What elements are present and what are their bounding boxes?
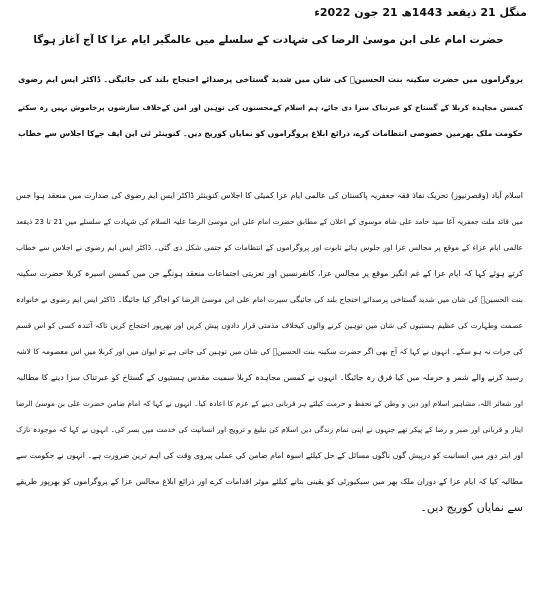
- subheading: حکومت ملک بھرمیں خصوصی انتظامات کرے، ذرائع ابلاغ پروگراموں کو نمایاں کوریج دیں۔ کنوینئر ٹی این ایف جےکا اجلاس سے خطاب: [18, 129, 523, 138]
- body-line: کرتے ہوئے کہا کہ ایام عزا کے غم انگیز موقع پر مجالس عزا، کانفرنسیں اور تعزیتی اجتماعات منعقد ہونگے جن میں کمسن اسیرہ کربلا حضرت سکینہ: [16, 269, 523, 278]
- subheading: پروگراموں میں حضرت سکینہ بنت الحسینؑ کی شان میں شدید گستاخی پرصدائے احتجاج بلند کی جائیگی۔ ڈاکٹر ایس ایم رضوی: [18, 75, 523, 84]
- body-line: کی جرات نہ ہو سکے۔ انہوں نے کہا کہ آج بھی اگر حضرت سکینہ بنت الحسینؑ کی شان میں توہین کی جاتی ہے تو ایوان میں اور کربلا میں اس معصومہ کا لاشہ: [16, 347, 523, 356]
- subheading: کمسن مجاہدہ کربلا کے گستاخ کو عبرتناک سزا دی جائے، ہم اسلام کےمحسنوں کی توہین اور امن کےخلاف سازشوں پرخاموش نہیں رہ سکتے: [18, 103, 523, 112]
- body-line: مطالبہ کیا کہ ایام عزا کے دوران ملک بھر میں سیکیورٹی کو یقینی بنانے کیلئے موثر اقدامات کرے اور ذرائع ابلاغ مجالس عزا کے پروگراموں کو بھرپور طریقے: [16, 477, 523, 486]
- body-line: عالمی ایام عزاء کے موقع پر مجالس عزا اور جلوس ہائے تابوت اور پروگراموں کے انتظامات کو حتمی شکل دی گئی۔ ڈاکٹر ایس ایم رضوی نے اجلاس سے خطاب: [16, 243, 523, 252]
- body-line: اور شعائر اللہ، مشاہیر اسلام اور دین و وطن کے تحفظ و حرمت کیلئے ہر قربانی دینے کے عزم کا اعادہ کیا۔ انہوں نے کہا کہ امام ضامن حضرت علی بن موسیٰ الرضا: [16, 399, 523, 408]
- body-line: سے نمایاں کوریج دیں۔: [420, 501, 523, 514]
- body-line: اسلام آباد (وقصرنیوز) تحریک نفاذ فقہ جعفریہ پاکستان کی عالمی ایام عزا کمیٹی کا اجلاس کنوینئر ڈاکٹر ایس ایم رضوی کی صدارت میں منعقد ہوا جس: [16, 191, 523, 200]
- body-line: اور ابتر دور میں انسانیت کو درپیش گوں ناگوں مسائل کے حل کیلئے اسوہ امام ضامن کی عملی پیروی وقت کی اہم ترین ضرورت ہے۔ انہوں نے حکومت سے: [16, 451, 523, 460]
- body-line: میں قائد ملت جعفریہ آغا سید حامد علی شاہ موسوی کے اعلان کے مطابق حضرت امام علی ابن موسیٰ الرضا علیہ السلام کی شہادت کے سلسلے میں 21 تا 23 ذیقعد: [16, 217, 523, 226]
- body-line: ایثار و قربانی اور صبر و رضا کے پیکر تھے جنہوں نے اپنی تمام زندگی دین اسلام کی تبلیغ و ترویج اور انسانیت کی خدمت میں بسر کی۔ انہوں نے کہا کہ موجودہ نازک: [16, 425, 523, 434]
- body-line: رسید کرنے والے شمر و حرملہ میں کیا فرق رہ جائیگا۔ انہوں نے کمسن مجاہدہ کربلا سمیت مقدس ہستیوں کے گستاخ کو عبرتناک سزا دینے کا مطالبہ: [16, 373, 523, 382]
- headline: حضرت امام علی ابن موسیٰ الرضا کی شہادت کے سلسلے میں عالمگیر ایام عزا کا آج آغاز ہوگا: [33, 34, 504, 46]
- body-line: عصمت وطہارت کی عظیم ہستیوں کی شان میں توہین کرنے والوں کیخلاف مذمتی قرار دادوں پیش کریں اور بھرپور احتجاج کریں تاکہ آئندہ کسی کو اس قسم: [16, 321, 523, 330]
- date-line: منگل 21 ذیقعد 1443ھ 21 جون 2022ء: [314, 6, 527, 19]
- body-line: بنت الحسینؑ کی شان میں شدید گستاخی پرصدائے احتجاج بلند کی جائیگی سیرت امام علی ابن موسیٰ الرضا کو اجاگر کیا جائیگا۔ ڈاکٹر ایس ایم رضوی نے خانوادہ: [16, 295, 523, 304]
